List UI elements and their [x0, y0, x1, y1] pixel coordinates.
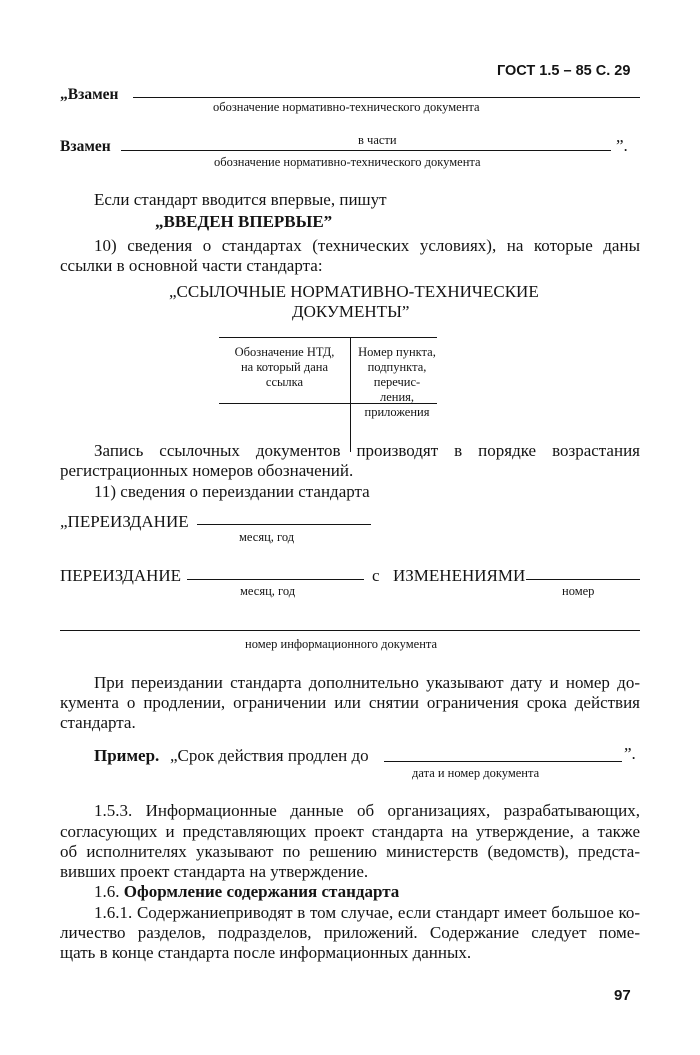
info-doc-line	[60, 630, 640, 631]
s16-heading	[94, 882, 399, 902]
refs-table-col1-header: Обозначение НТД, на который дана ссылка	[234, 345, 335, 389]
info-doc-caption: номер информационного документа	[245, 637, 438, 651]
extension-line3: стандарта.	[60, 713, 136, 732]
s16-number: 1.6.	[94, 882, 120, 901]
refs-table-col2-header: Номер пункта, подпункта, перечис- ления, приложения	[358, 345, 436, 419]
page-number: 97	[614, 987, 631, 1004]
example-caption: дата и номер документа	[412, 766, 540, 780]
example-line	[384, 761, 622, 762]
running-head: ГОСТ 1.5 – 85 С. 29	[497, 63, 631, 79]
s153-line4: вивших проект стандарта на утверждение.	[60, 862, 369, 881]
reissue-changes-line	[526, 579, 640, 580]
s161-line2: личество разделов, подразделов, приложений. Содержание следует поме-	[60, 923, 640, 942]
refs-table	[219, 337, 437, 452]
reissue-caption-2: месяц, год	[240, 584, 296, 598]
reissue-changes: ИЗМЕНЕНИЯМИ	[393, 566, 526, 585]
item-10-line1: 10) сведения о стандартах (технических условиях), на которые даны	[94, 236, 640, 255]
s16-title: Оформление содержания стандарта	[123, 882, 400, 901]
ordering-line1: Запись ссылочных документов производят в порядке возрастания	[94, 441, 640, 460]
replace-line-2	[121, 150, 611, 151]
refs-table-divider	[350, 337, 351, 452]
example-text: „Срок действия продлен до	[170, 746, 369, 765]
extension-line1: При переиздании стандарта дополнительно указывают дату и номер до-	[94, 673, 640, 692]
reissue-line-2	[187, 579, 364, 580]
reissue-label-1: „ПЕРЕИЗДАНИЕ	[60, 512, 189, 531]
ordering-line2: регистрационных номеров обозначений.	[60, 461, 354, 480]
s161-line1: 1.6.1. Содержаниеприводят в том случае, если стандарт имеет большое ко-	[94, 903, 640, 922]
item-11: 11) сведения о переиздании стандарта	[94, 482, 370, 501]
extension-line2: кумента о продлении, ограничении или снятии ограничения срока действия	[60, 693, 640, 712]
replace-label-2: Взамен	[60, 138, 111, 155]
reissue-caption-number: номер	[562, 584, 595, 598]
replace-caption-1: обозначение нормативно-технического документа	[213, 100, 480, 114]
s153-line3: об исполнителях указывают по решению министерств (ведомств), предста-	[60, 842, 640, 861]
reissue-caption-1: месяц, год	[239, 530, 295, 544]
first-time-text: Если стандарт вводится впервые, пишут	[94, 190, 387, 209]
refs-heading-line1: „ССЫЛОЧНЫЕ НОРМАТИВНО-ТЕХНИЧЕСКИЕ	[169, 282, 539, 301]
s153-line1: 1.5.3. Информационные данные об организациях, разрабатывающих,	[94, 801, 640, 820]
reissue-line-1	[197, 524, 371, 525]
replace-caption-2: обозначение нормативно-технического документа	[214, 155, 481, 169]
s153-line2: согласующих и представляющих проект стандарта на утверждение, а также	[60, 822, 640, 841]
replace-part-label: в части	[358, 133, 397, 147]
refs-heading-line2: ДОКУМЕНТЫ”	[292, 302, 410, 321]
first-time-heading: „ВВЕДЕН ВПЕРВЫЕ”	[155, 212, 333, 231]
replace-quote-end: ”.	[616, 136, 628, 155]
example-quote-end: ”.	[624, 744, 636, 763]
item-10-line2: ссылки в основной части стандарта:	[60, 256, 323, 275]
refs-table-top-rule	[219, 337, 437, 338]
s161-line3: щать в конце стандарта после информационных данных.	[60, 943, 472, 962]
reissue-with: с	[372, 566, 380, 585]
reissue-label-2: ПЕРЕИЗДАНИЕ	[60, 566, 182, 585]
replace-line-1	[133, 97, 640, 98]
example-label: Пример.	[94, 746, 160, 765]
replace-label-1: „Взамен	[60, 86, 119, 103]
